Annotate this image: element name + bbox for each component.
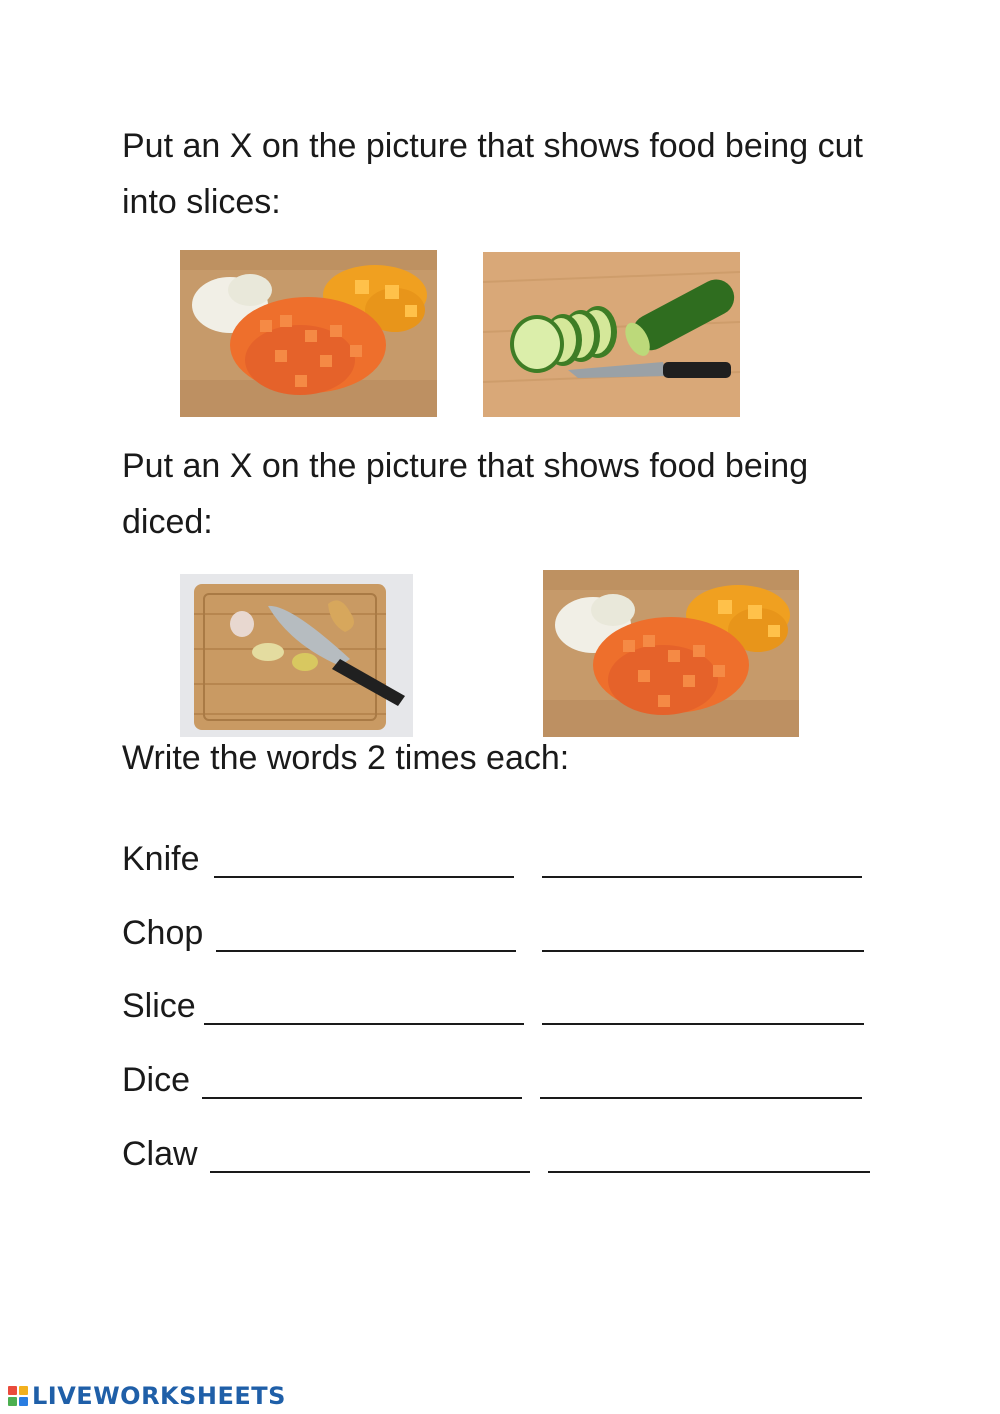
answer-line-2[interactable] xyxy=(542,1023,864,1025)
diced-vegetables-photo[interactable] xyxy=(180,250,437,417)
word-row-knife xyxy=(122,834,867,884)
liveworksheets-logo-icon xyxy=(8,1386,28,1406)
question-2-text: Put an X on the picture that shows food being diced: xyxy=(122,447,809,541)
question-1-text: Put an X on the picture that shows food being cut into slices: xyxy=(122,127,863,221)
word-row-chop xyxy=(122,908,867,958)
word-label: Claw xyxy=(122,1135,198,1173)
answer-line-2[interactable] xyxy=(542,950,864,952)
answer-line-1[interactable] xyxy=(214,876,514,878)
logo-square xyxy=(19,1386,28,1395)
sliced-cucumber-photo[interactable] xyxy=(483,252,740,417)
writing-instruction: Write the words 2 times each: xyxy=(122,739,570,777)
sliced-cucumber-image xyxy=(483,252,740,417)
footer-brand xyxy=(8,1378,286,1414)
word-label: Dice xyxy=(122,1061,191,1099)
word-label: Chop xyxy=(122,914,204,952)
diced-vegetables-image-2 xyxy=(543,570,799,737)
answer-line-1[interactable] xyxy=(204,1023,524,1025)
logo-square xyxy=(8,1397,17,1406)
word-label: Slice xyxy=(122,987,196,1025)
word-row-dice xyxy=(122,1055,867,1105)
answer-line-1[interactable] xyxy=(216,950,516,952)
answer-line-2[interactable] xyxy=(540,1097,862,1099)
answer-line-1[interactable] xyxy=(210,1171,530,1173)
diced-vegetables-image xyxy=(180,250,437,417)
word-row-claw xyxy=(122,1129,872,1179)
word-row-slice xyxy=(122,981,867,1031)
word-label: Knife xyxy=(122,840,200,878)
diced-vegetables-photo-2[interactable] xyxy=(543,570,799,737)
logo-square xyxy=(19,1397,28,1406)
answer-line-2[interactable] xyxy=(542,876,862,878)
chopping-board-ginger-photo[interactable] xyxy=(180,574,413,737)
answer-line-2[interactable] xyxy=(548,1171,870,1173)
answer-line-1[interactable] xyxy=(202,1097,522,1099)
chopping-board-ginger-image xyxy=(180,574,413,737)
logo-square xyxy=(8,1386,17,1395)
brand-name: LIVEWORKSHEETS xyxy=(32,1382,286,1410)
